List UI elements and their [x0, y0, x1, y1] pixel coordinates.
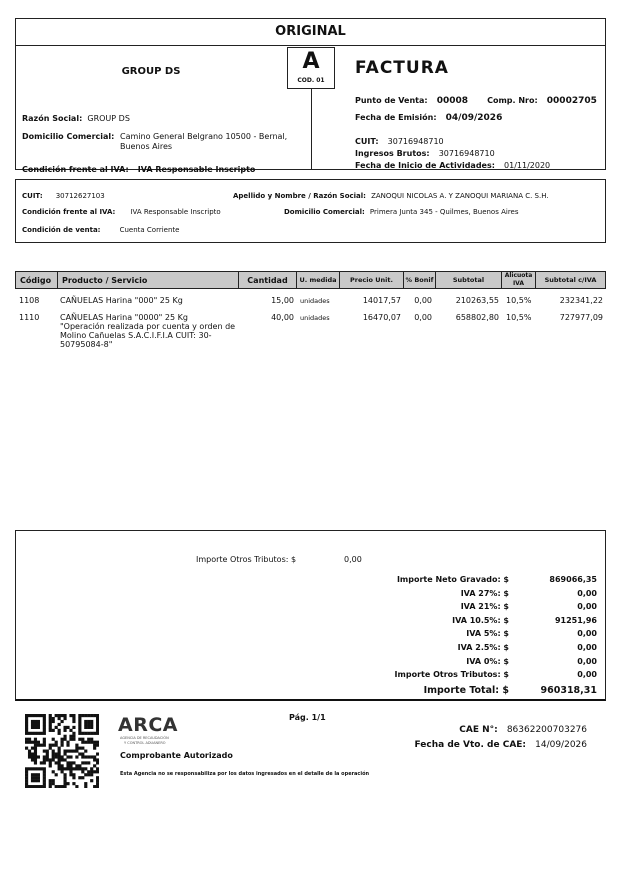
col-producto: Producto / Servicio — [58, 272, 239, 288]
comprobante-autorizado: Comprobante Autorizado — [120, 751, 233, 760]
total-line-value: 0,00 — [577, 670, 597, 679]
total-line-label: Importe Neto Gravado: $ — [396, 575, 509, 584]
total-line-value: 91251,96 — [554, 616, 597, 625]
otros-tributos-value: 0,00 — [344, 555, 362, 564]
total-line-value: 0,00 — [577, 657, 597, 666]
row-codigo: 1110 — [19, 313, 40, 322]
table-row — [15, 296, 606, 308]
row-bonif: 0,00 — [414, 296, 432, 305]
col-subtotal-iva: Subtotal c/IVA — [544, 276, 597, 284]
total-line-label: Importe Otros Tributos: $ — [394, 670, 509, 679]
row-umedida: unidades — [300, 314, 330, 322]
items-table-header — [15, 271, 606, 289]
iva-condition: Condición frente al IVA: IVA Responsable Inscripto — [22, 165, 256, 174]
row-producto: CAÑUELAS Harina "0000" 25 Kg — [60, 313, 188, 322]
row-producto-note: Molino Cañuelas S.A.C.I.F.I.A CUIT: 30- — [60, 331, 212, 340]
qr-code — [25, 714, 99, 788]
row-precio: 14017,57 — [362, 296, 401, 305]
issuer-cuit: CUIT: 30716948710 — [355, 137, 444, 146]
cae-expiry: Fecha de Vto. de CAE: 14/09/2026 — [414, 740, 587, 750]
buyer-section — [15, 179, 606, 243]
buyer-domicilio: Domicilio Comercial: Primera Junta 345 - Quilmes, Buenos Aires — [284, 208, 519, 216]
buyer-iva: Condición frente al IVA: IVA Responsable Inscripto — [22, 208, 221, 216]
invoice-letter-box — [287, 47, 335, 89]
totals-section — [15, 530, 606, 701]
row-bonif: 0,00 — [414, 313, 432, 322]
arca-logo-text: ARCA — [118, 714, 178, 736]
inicio-actividades: Fecha de Inicio de Actividades: 01/11/2020 — [355, 161, 551, 170]
total-line-value: 0,00 — [577, 589, 597, 598]
ingresos-brutos: Ingresos Brutos: 30716948710 — [355, 149, 495, 158]
col-subtotal: Subtotal — [436, 272, 502, 288]
row-subtotal: 658802,80 — [455, 313, 499, 322]
row-alicuota: 10,5% — [506, 313, 532, 322]
col-precio: Precio Unit. — [340, 272, 404, 288]
row-alicuota: 10,5% — [506, 296, 532, 305]
row-cantidad: 15,00 — [271, 296, 294, 305]
disclaimer: Esta Agencia no se responsabiliza por los datos ingresados en el detalle de la operación — [120, 771, 370, 777]
row-subtotal-iva: 727977,09 — [559, 313, 603, 322]
razon-social: Razón Social: GROUP DS — [22, 114, 130, 123]
otros-tributos-summary: Importe Otros Tributos: $ — [196, 555, 297, 564]
total-line-value: 0,00 — [577, 643, 597, 652]
table-row — [15, 313, 606, 353]
copy-label: ORIGINAL — [275, 24, 346, 39]
copy-header — [15, 18, 606, 46]
col-alicuota: Alicuota IVA — [502, 272, 536, 288]
row-cantidad: 40,00 — [271, 313, 294, 322]
total-line-label: IVA 0%: $ — [466, 657, 509, 666]
domicilio-label: Domicilio Comercial: — [22, 132, 115, 141]
col-umedida: U. medida — [297, 272, 340, 288]
row-subtotal: 210263,55 — [455, 296, 499, 305]
col-bonif: % Bonif — [404, 272, 436, 288]
doc-type: FACTURA — [355, 58, 449, 78]
row-precio: 16470,07 — [362, 313, 401, 322]
row-codigo: 1108 — [19, 296, 40, 305]
domicilio-line1: Camino General Belgrano 10500 - Bernal, — [120, 132, 288, 141]
total-line-label: IVA 21%: $ — [460, 602, 509, 611]
total-line-label: IVA 5%: $ — [466, 629, 509, 638]
invoice-code: COD. 01 — [297, 77, 325, 84]
page-number: Pág. 1/1 — [289, 713, 326, 722]
buyer-condicion-venta: Condición de venta: Cuenta Corriente — [22, 226, 180, 234]
importe-total-value: 960318,31 — [540, 685, 597, 696]
cae-number: CAE N°: 86362200703276 — [459, 725, 587, 735]
buyer-name: Apellido y Nombre / Razón Social: ZANOQUI NICOLAS A. Y ZANOQUI MARIANA C. S.H. — [233, 192, 549, 200]
total-line-label: IVA 2.5%: $ — [457, 643, 509, 652]
total-line-value: 0,00 — [577, 629, 597, 638]
buyer-cuit: CUIT: 30712627103 — [22, 192, 105, 200]
company-name: GROUP DS — [121, 66, 181, 77]
importe-total-label: Importe Total: $ — [423, 685, 509, 696]
row-producto-note: "Operación realizada por cuenta y orden de — [60, 322, 236, 331]
punto-venta: Punto de Venta: 00008 Comp. Nro: 00002705 — [355, 96, 597, 106]
col-cantidad: Cantidad — [239, 272, 297, 288]
header-divider — [311, 88, 312, 170]
domicilio-line2: Buenos Aires — [120, 142, 173, 151]
invoice-letter: A — [302, 49, 320, 74]
fecha-emision: Fecha de Emisión: 04/09/2026 — [355, 113, 503, 123]
total-line-value: 869066,35 — [549, 575, 597, 584]
row-producto: CAÑUELAS Harina "000" 25 Kg — [60, 296, 183, 305]
col-codigo: Código — [16, 272, 58, 288]
total-line-label: IVA 27%: $ — [460, 589, 509, 598]
row-umedida: unidades — [300, 297, 330, 305]
total-line-label: IVA 10.5%: $ — [452, 616, 509, 625]
row-producto-note: 50795084-8" — [60, 340, 113, 349]
row-subtotal-iva: 232341,22 — [559, 296, 603, 305]
arca-logo: ARCA AGENCIA DE RECAUDACIÓN Y CONTROL ADUANERO — [118, 714, 178, 745]
total-line-value: 0,00 — [577, 602, 597, 611]
